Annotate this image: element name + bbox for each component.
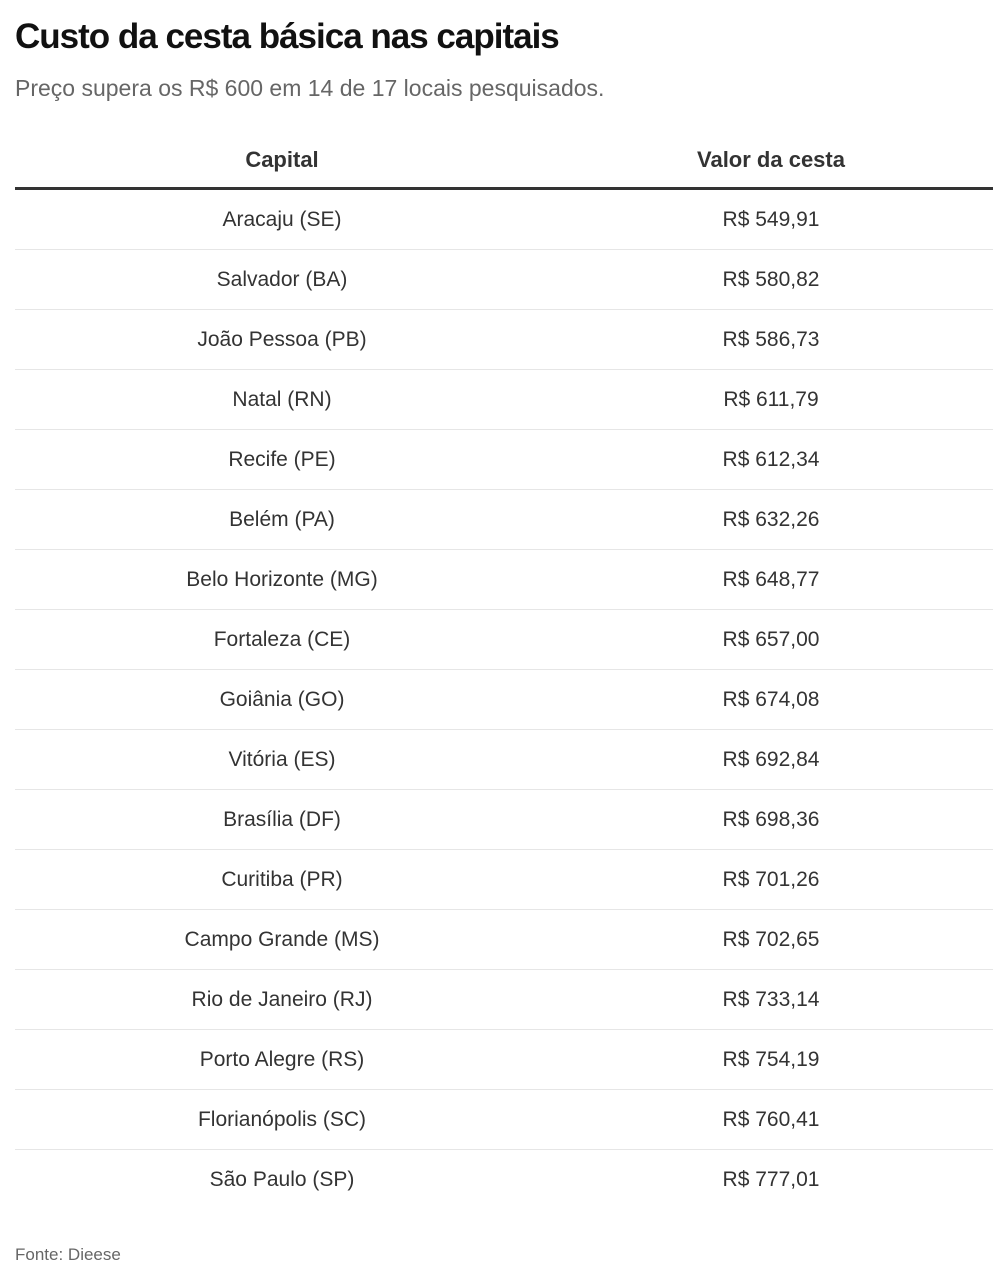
source-note: Fonte: Dieese [15,1245,121,1264]
cell-valor: R$ 549,91 [722,207,820,231]
table-row [15,310,993,370]
table-row [15,370,993,430]
table-row [15,1030,993,1090]
cell-valor: R$ 648,77 [722,567,820,591]
cell-capital: João Pessoa (PB) [197,327,367,351]
cell-capital: Recife (PE) [228,447,336,471]
table-row [15,1090,993,1150]
data-table [15,130,993,1209]
table-row [15,430,993,490]
table-row [15,850,993,910]
cell-capital: Goiânia (GO) [219,687,345,711]
table-row [15,670,993,730]
table-row [15,790,993,850]
table-row [15,550,993,610]
cell-valor: R$ 611,79 [723,387,819,411]
table-row [15,910,993,970]
page-title: Custo da cesta básica nas capitais [15,17,559,56]
cell-valor: R$ 612,34 [722,447,820,471]
cell-capital: Brasília (DF) [223,807,341,831]
cell-valor: R$ 632,26 [722,507,820,531]
cell-capital: Curitiba (PR) [221,867,343,891]
cell-valor: R$ 733,14 [722,987,820,1011]
cell-capital: Florianópolis (SC) [197,1107,367,1131]
table-row [15,190,993,250]
table-row [15,490,993,550]
cell-valor: R$ 580,82 [722,267,820,291]
cell-valor: R$ 754,19 [722,1047,820,1071]
cell-capital: Belém (PA) [229,507,335,531]
page-subtitle: Preço supera os R$ 600 em 14 de 17 locais pesquisados. [15,75,605,101]
column-header-valor: Valor da cesta [697,146,845,172]
cell-capital: São Paulo (SP) [209,1167,355,1191]
cell-valor: R$ 692,84 [722,747,820,771]
cell-valor: R$ 674,08 [722,687,820,711]
cell-capital: Rio de Janeiro (RJ) [191,987,373,1011]
table-row [15,250,993,310]
cell-capital: Aracaju (SE) [222,207,342,231]
table-body [15,190,993,1209]
cell-capital: Natal (RN) [232,387,332,411]
column-header-capital: Capital [245,146,319,172]
cell-valor: R$ 657,00 [722,627,820,651]
table-row [15,730,993,790]
cell-valor: R$ 701,26 [722,867,820,891]
cell-valor: R$ 760,41 [722,1107,820,1131]
table-row [15,610,993,670]
cell-valor: R$ 586,73 [722,327,820,351]
cell-capital: Campo Grande (MS) [184,927,380,951]
cell-capital: Salvador (BA) [216,267,348,291]
cell-capital: Belo Horizonte (MG) [186,567,378,591]
table-row [15,970,993,1030]
cell-capital: Vitória (ES) [228,747,336,771]
cell-capital: Porto Alegre (RS) [199,1047,365,1071]
cell-valor: R$ 777,01 [722,1167,820,1191]
cell-valor: R$ 698,36 [722,807,820,831]
table-row [15,1150,993,1209]
table-header [15,130,993,190]
cell-capital: Fortaleza (CE) [213,627,351,651]
cell-valor: R$ 702,65 [722,927,820,951]
